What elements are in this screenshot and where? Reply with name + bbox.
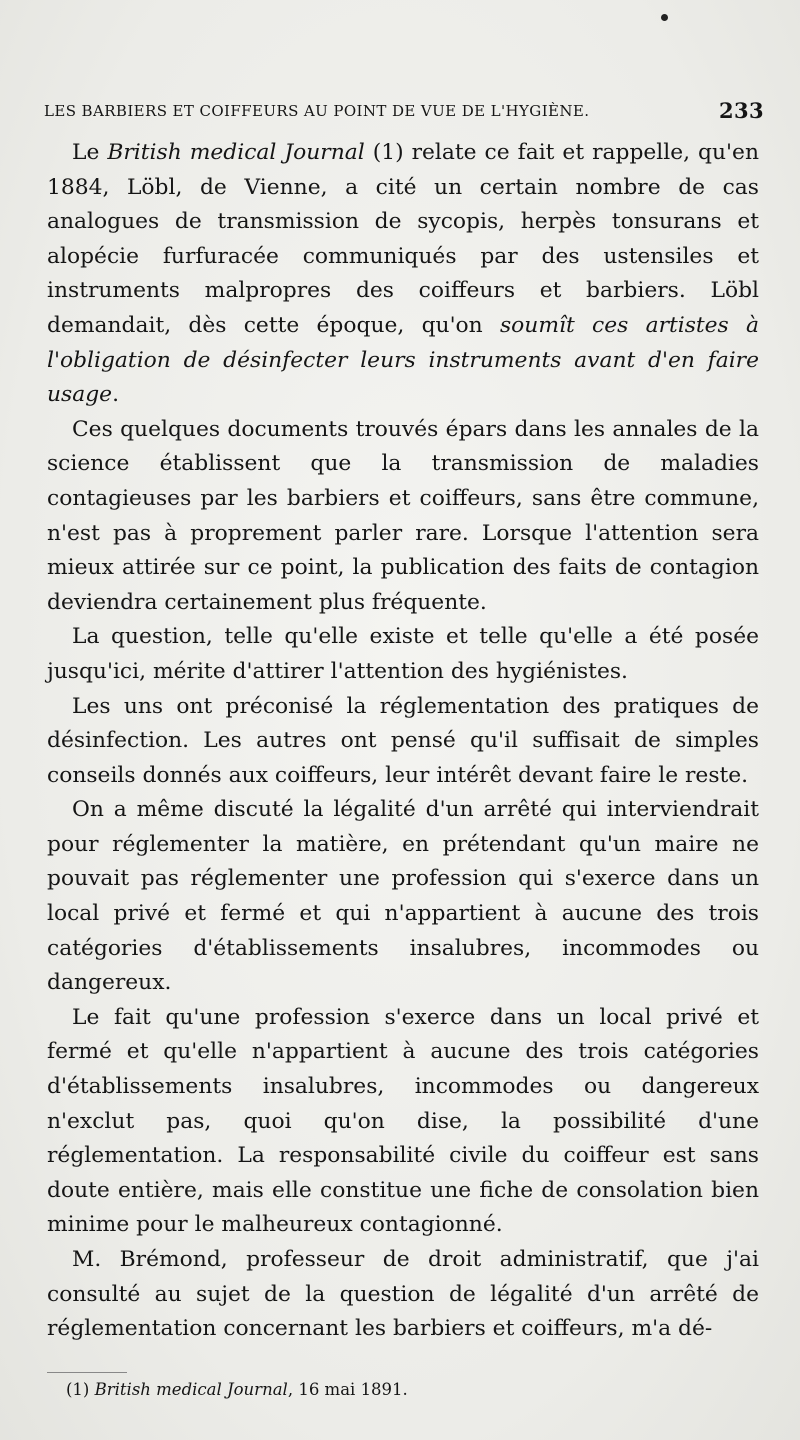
paragraph-1-text-a: Le [72,140,108,165]
body-text [47,136,759,1347]
paragraph-4: Les uns ont préconisé la réglementation des pratiques de désinfection. Les autres ont pensé qu'il suffisait de simples conseils donnés aux coiffeurs, leur intérêt devant faire le reste. [47,693,759,788]
ink-speck [661,14,668,21]
paragraph-1-text-b: (1) relate ce fait et rappelle, qu'en 1884, Löbl, de Vienne, a cité un certain nombre de cas analogues de transmission de sycopis, herpès tonsurans et alopécie furfuracée communiqués par des ustensiles et instruments malpropres des coiffeurs et barbiers. Löbl demandait, dès cette époque, qu'on [47,140,759,338]
quoted-demand: soumît ces artistes à l'obligation de désinfecter leurs instruments avant d'en faire usage [47,312,760,408]
footnote-rule [47,1372,127,1373]
paragraph-1 [47,136,759,413]
paragraph-2: Ces quelques documents trouvés épars dans les annales de la science établissent que la transmission de maladies contagieuses par les barbiers et coiffeurs, sans être commune, n'est pas à proprement parler rare. Lorsque l'attention sera mieux attirée sur ce point, la publication des faits de contagion deviendra certainement plus fréquente. [47,416,759,615]
footnote [66,1378,756,1402]
footnote-marker: (1) [66,1380,95,1399]
footnote-source: British medical Journal [94,1380,288,1399]
running-head [44,98,764,128]
journal-title: British medical Journal [107,140,365,165]
paragraph-3: La question, telle qu'elle existe et telle qu'elle a été posée jusqu'ici, mérite d'attirer l'attention des hygiénistes. [47,624,759,684]
page-number: 233 [718,98,764,123]
paragraph-1-text-c: . [112,382,120,408]
paragraph-7: M. Brémond, professeur de droit administratif, que j'ai consulté au sujet de la question de légalité d'un arrêté de réglementation concernant les barbiers et coiffeurs, m'a dé- [47,1247,759,1342]
paragraph-6: Le fait qu'une profession s'exerce dans un local privé et fermé et qu'elle n'appartient à aucune des trois catégories d'établissements insalubres, incommodes ou dangereux n'exclut pas, quoi qu'on dise, la possibilité d'une réglementation. La responsabilité civile du coiffeur est sans doute entière, mais elle constitue une fiche de consolation bien minime pour le malheureux contagionné. [47,1004,759,1238]
running-head-title: LES BARBIERS ET COIFFEURS AU POINT DE VUE DE L'HYGIÈNE. [44,102,590,120]
footnote-date: , 16 mai 1891. [287,1380,408,1399]
paragraph-5: On a même discuté la légalité d'un arrêté qui interviendrait pour réglementer la matière, en prétendant qu'un maire ne pouvait pas réglementer une profession qui s'exerce dans un local privé et fermé et qui n'appartient à aucune des trois catégories d'établissements insalubres, incommodes ou dangereux. [47,797,759,996]
